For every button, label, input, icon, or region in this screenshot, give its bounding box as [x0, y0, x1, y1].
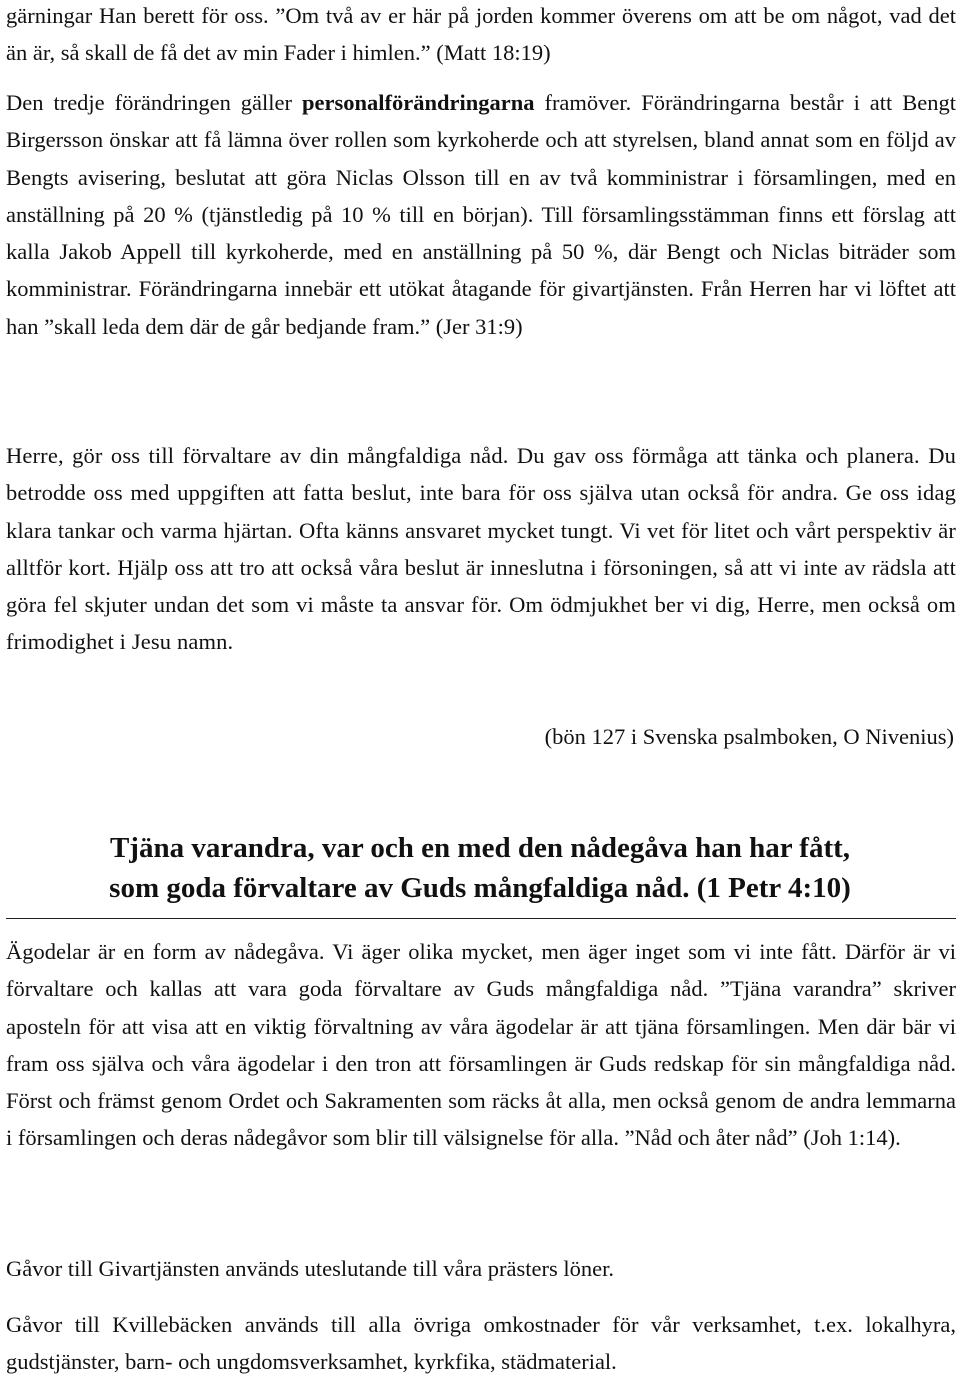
heading-line-2: som goda förvaltare av Guds mångfaldiga nåd. (1 Petr 4:10)	[109, 872, 851, 904]
paragraph-stewardship: Ägodelar är en form av nådegåva. Vi äger olika mycket, men äger inget som vi inte fått. Därför är vi förvaltare och kallas att vara goda förvaltare av Guds mångfaldiga nåd. ”Tjäna varandra” skriver aposteln för att visa att en viktig förvaltning av våra ägodelar är att tjäna församlingen. Men där bär vi fram oss själva och våra ägodelar i den tron att församlingen är Guds redskap för sin mångfaldiga nåd. Först och främst genom Ordet och Sakramenten som räcks åt alla, men också genom de andra lemmarna i församlingen och deras nådegåvor som blir till välsignelse för alla. ”Nåd och åter nåd” (Joh 1:14).	[6, 939, 956, 1151]
paragraph-giving-salaries: Gåvor till Givartjänsten används uteslutande till våra prästers löner.	[6, 1256, 614, 1281]
paragraph-personnel-changes	[6, 84, 956, 345]
paragraph-text: Den tredje förändringen gäller	[6, 90, 302, 115]
paragraph-giving-operations: Gåvor till Kvillebäcken används till alla övriga omkostnader för vår verksamhet, t.ex. lokalhyra, gudstjänster, barn- och ungdomsverksamhet, kyrkfika, städmaterial.	[6, 1312, 956, 1375]
paragraph-prayer-promise: gärningar Han berett för oss. ”Om två av er här på jorden kommer överens om att be om något, vad det än är, så skall de få det av min Fader i himlen.” (Matt 18:19)	[6, 3, 956, 66]
prayer-attribution: (bön 127 i Svenska psalmboken, O Nivenius)	[544, 724, 954, 749]
heading-line-1: Tjäna varandra, var och en med den nådegåva han har fått,	[109, 832, 851, 864]
prayer-paragraph: Herre, gör oss till förvaltare av din mångfaldiga nåd. Du gav oss förmåga att tänka och planera. Du betrodde oss med uppgiften att fatta beslut, inte bara för oss själva utan också för andra. Ge oss idag klara tankar och varma hjärtan. Ofta känns ansvaret mycket tungt. Vi vet för litet och vårt perspektiv är alltför kort. Hjälp oss att tro att också våra beslut är inneslutna i försoningen, så att vi inte av rädsla att göra fel skjuter undan det som vi måste ta ansvar för. Om ödmjukhet ber vi dig, Herre, men också om frimodighet i Jesu namn.	[6, 443, 956, 655]
paragraph-text: framöver. Förändringarna består i att Bengt Birgersson önskar att få lämna över rollen som kyrkoherde och att styrelsen, bland annat som en följd av Bengts avisering, beslutat att göra Niclas Olsson till en av två komministrar i församlingen, med en anställning på 20 % (tjänstledig på 10 % till en början). Till församlingsstämman finns ett förslag att kalla Jakob Appell till kyrkoherde, med en anställning på 50 %, där Bengt och Niclas biträder som komministrar. Förändringarna innebär ett utökat åtagande för givartjänsten. Från Herren har vi löftet att han ”skall leda dem där de går bedjande fram.” (Jer 31:9)	[6, 90, 956, 339]
section-heading	[0, 828, 960, 908]
horizontal-divider	[6, 918, 956, 919]
bold-term: personalförändringarna	[301, 90, 535, 115]
